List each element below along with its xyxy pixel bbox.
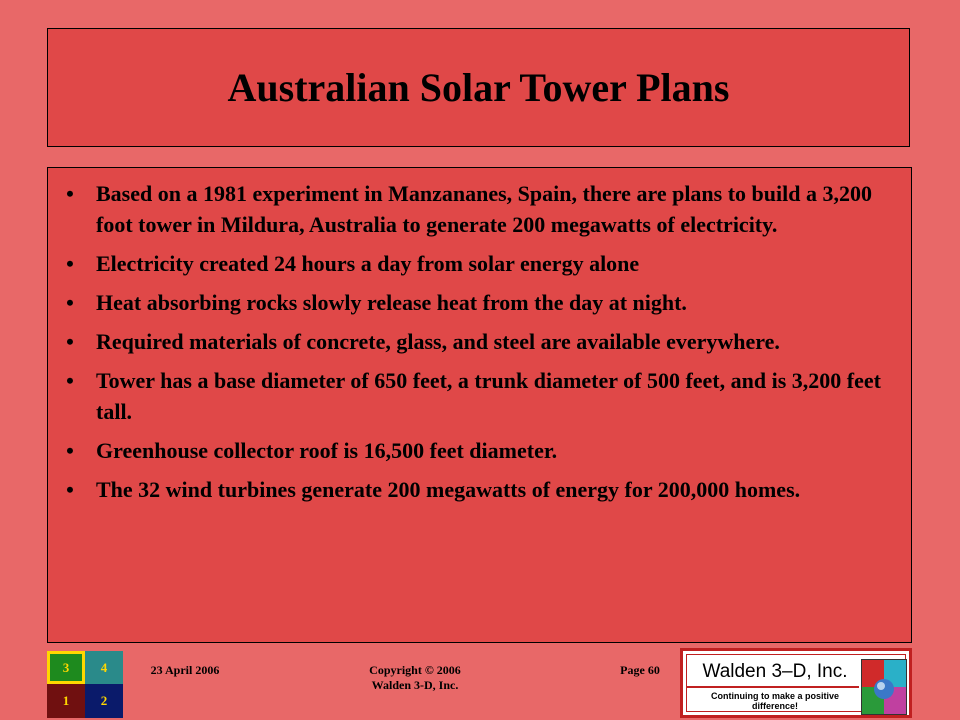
nav-cell-3[interactable]: 3: [47, 651, 85, 684]
bullet-text: Heat absorbing rocks slowly release heat from the day at night.: [96, 290, 687, 315]
bullet-item: [60, 287, 881, 318]
bullet-text: Greenhouse collector roof is 16,500 feet diameter.: [96, 438, 558, 463]
copyright-line-1: Copyright © 2006: [369, 663, 461, 677]
bullet-item: [60, 178, 881, 240]
content-box: [47, 167, 912, 643]
globe-mosaic-svg: [862, 660, 906, 714]
footer-date: 23 April 2006: [150, 663, 220, 677]
title-box: [47, 28, 910, 147]
nav-cell-4[interactable]: 4: [85, 651, 123, 684]
footer-page-number: Page 60: [620, 663, 660, 677]
logo-divider: [687, 686, 859, 688]
bullet-item: [60, 435, 881, 466]
bullet-item: [60, 326, 881, 357]
bullet-dot: •: [66, 438, 74, 463]
bullet-dot: •: [66, 477, 74, 502]
bullet-list: [48, 168, 911, 505]
nav-cell-2[interactable]: 2: [85, 684, 123, 718]
slide-title: Australian Solar Tower Plans: [227, 65, 730, 110]
bullet-text: Tower has a base diameter of 650 feet, a trunk diameter of 500 feet, and is 3,200 feet tall.: [96, 368, 881, 424]
bullet-item: [60, 474, 881, 505]
bullet-item: [60, 365, 881, 427]
slide-nav-grid: [47, 651, 123, 718]
nav-cell-1[interactable]: 1: [47, 684, 85, 718]
globe-mosaic-icon: [861, 659, 907, 715]
copyright-line-2: Walden 3-D, Inc.: [371, 678, 459, 692]
logo-tagline: Continuing to make a positive difference!: [710, 691, 839, 711]
bullet-text: Electricity created 24 hours a day from solar energy alone: [96, 251, 640, 276]
bullet-item: [60, 248, 881, 279]
logo-company-name: Walden 3–D, Inc.: [702, 661, 848, 682]
logo-frame: [686, 654, 906, 712]
bullet-text: Required materials of concrete, glass, and steel are available everywhere.: [96, 329, 780, 354]
bullet-dot: •: [66, 251, 74, 276]
bullet-dot: •: [66, 181, 74, 206]
bullet-dot: •: [66, 329, 74, 354]
company-logo: [680, 648, 912, 718]
bullet-dot: •: [66, 368, 74, 393]
bullet-text: Based on a 1981 experiment in Manzananes, Spain, there are plans to build a 3,200 foot tower in Mildura, Australia to generate 200 megawatts of electricity.: [96, 181, 872, 237]
footer-copyright: [340, 663, 490, 693]
bullet-dot: •: [66, 290, 74, 315]
bullet-text: The 32 wind turbines generate 200 megawatts of energy for 200,000 homes.: [96, 477, 801, 502]
